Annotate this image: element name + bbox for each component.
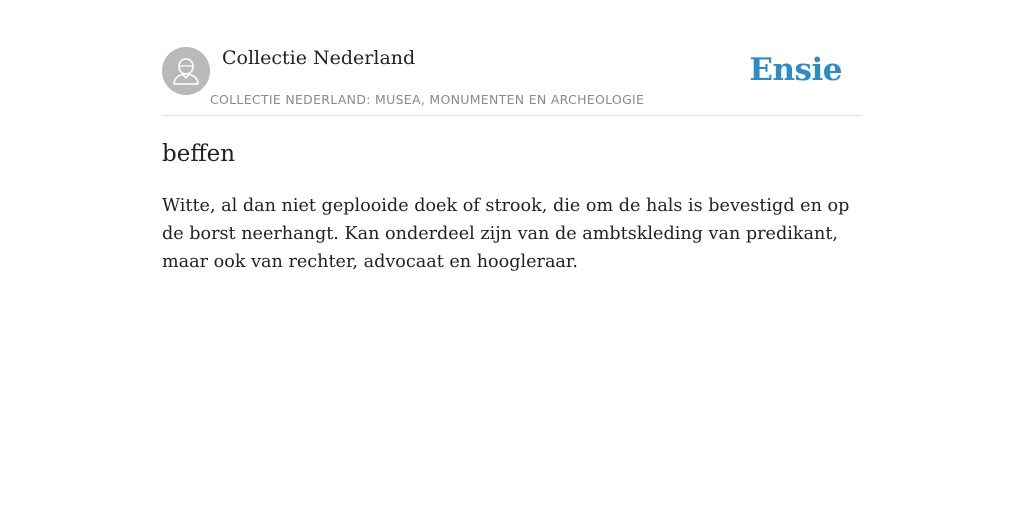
author-name[interactable]: Collectie Nederland — [222, 47, 416, 69]
entry-term: beffen — [162, 141, 236, 167]
ensie-logo[interactable]: Ensie — [749, 52, 842, 88]
entry-definition: Witte, al dan niet geplooide doek of strook, die om de hals is bevestigd en op de borst neerhangt. Kan onderdeel zijn van de ambtskleding van predikant, maar ook van rechter, advocaat en hoogleraar. — [162, 196, 850, 272]
entry-card — [162, 0, 862, 272]
user-avatar-icon[interactable] — [162, 47, 210, 95]
source-label[interactable]: COLLECTIE NEDERLAND: MUSEA, MONUMENTEN EN ARCHEOLOGIE — [210, 92, 645, 107]
entry-header — [162, 0, 862, 116]
